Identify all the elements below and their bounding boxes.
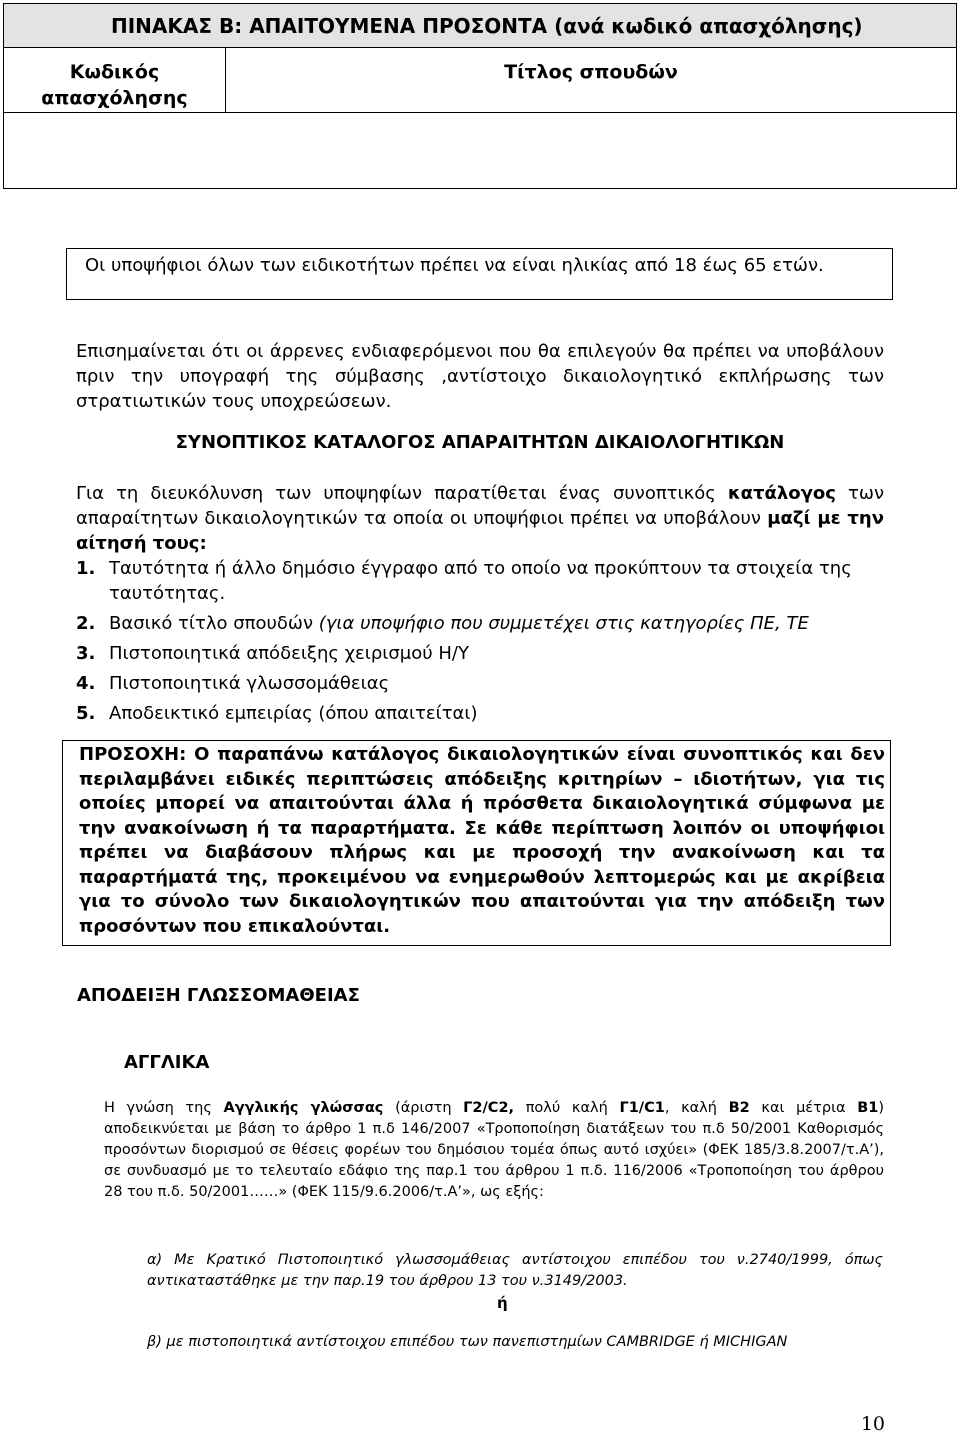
intro-bold-with-application: μαζί με την αίτησή τους:	[76, 508, 884, 554]
list-item-text: Ταυτότητα ή άλλο δημόσιο έγγραφο από το οποίο να προκύπτουν τα στοιχεία της ταυτότητας.	[109, 558, 852, 604]
english-proof-paragraph	[104, 1098, 884, 1203]
column-header-code	[4, 48, 226, 112]
list-item-italic-note: (για υποψήφιο που συμμετέχει στις κατηγορίες ΠΕ, ΤΕ	[318, 613, 809, 634]
documents-list	[76, 556, 886, 731]
list-item	[76, 641, 886, 666]
table-header-row	[4, 48, 956, 113]
list-item-number: 1.	[76, 558, 96, 579]
list-item	[76, 556, 886, 606]
english-bold-c1: Γ1/C1	[619, 1100, 665, 1116]
english-bold-language: Αγγλικής γλώσσας	[223, 1100, 384, 1116]
option-a-state-certificate: α) Με Κρατικό Πιστοποιητικό γλωσσομάθειας αντίστοιχου επιπέδου του ν.2740/1999, όπως αντικαταστάθηκε με την παρ.19 του άρθρου 13 του ν.3149/2003.	[147, 1252, 883, 1289]
documents-intro	[76, 481, 884, 556]
attention-notice-box: ΠΡΟΣΟΧΗ: Ο παραπάνω κατάλογος δικαιολογητικών είναι συνοπτικός και δεν περιλαμβάνει ειδικές περιπτώσεις απόδειξης κριτηρίων – ιδιοτήτων, για τις οποίες μπορεί να απαιτούνται άλλα ή πρόσθετα δικαιολογητικά σύμφωνα με την ανακοίνωση ή τα παραρτήματα. Σε κάθε περίπτωση λοιπόν οι υποψήφιοι πρέπει να διαβάσουν πλήρως και με προσοχή την ανακοίνωση και τα παραρτήματά της, προκειμένου να ενημερωθούν λεπτομερώς και με ακρίβεια για το σύνολο των δικαιολογητικών που απαιτούνται για την απόδειξη των προσόντων που επικαλούνται.	[62, 740, 891, 946]
english-bold-b2: Β2	[728, 1100, 750, 1116]
english-text-e: πολύ καλή	[514, 1100, 620, 1116]
list-item-text: Πιστοποιητικά απόδειξης χειρισμού Η/Υ	[109, 643, 469, 664]
list-item-text: Βασικό τίτλο σπουδών	[109, 613, 319, 634]
page-number: 10	[860, 1413, 885, 1435]
column-header-title: Τίτλος σπουδών	[504, 61, 678, 83]
list-item-number: 4.	[76, 673, 96, 694]
list-item-number: 5.	[76, 703, 96, 724]
option-separator-or: ή	[497, 1294, 508, 1312]
intro-text-1: Για τη διευκόλυνση των υποψηφίων παρατίθεται ένας συνοπτικός	[76, 483, 728, 504]
list-item	[76, 701, 886, 726]
table-title: ΠΙΝΑΚΑΣ Β: ΑΠΑΙΤΟΥΜΕΝΑ ΠΡΟΣΟΝΤΑ (ανά κωδικό απασχόλησης)	[4, 4, 956, 48]
list-item	[76, 611, 886, 636]
list-item-text: Πιστοποιητικά γλωσσομάθειας	[109, 673, 390, 694]
english-text-k: ) αποδεικνύεται με βάση το άρθρο 1 π.δ 146/2007 «Τροποποίηση διατάξεων του π.δ 50/2001 Καθορισμός προσόντων διορισμού σε θέσεις φορέων του δημόσιου τομέα όπως αυτό ισχύει» (ΦΕΚ 185/3.8.2007/τ.Α’), σε συνδυασμό με το τελευταίο εδάφιο της παρ.1 του άρθρου 1 π.δ. 116/2006 «Τροποποίηση του άρθρου 28 του π.δ. 50/2001……» (ΦΕΚ 115/9.6.2006/τ.Α’», ως εξής:	[104, 1100, 885, 1200]
requirements-table	[3, 3, 957, 189]
documents-list-heading: ΣΥΝΟΠΤΙΚΟΣ ΚΑΤΑΛΟΓΟΣ ΑΠΑΡΑΙΤΗΤΩΝ ΔΙΚΑΙΟΛΟΓΗΤΙΚΩΝ	[175, 432, 785, 453]
language-proof-title: ΑΠΟΔΕΙΞΗ ΓΛΩΣΣΟΜΑΘΕΙΑΣ	[77, 985, 360, 1006]
intro-text-2: των απαραίτητων δικαιολογητικών τα οποία οι υποψήφιοι πρέπει να υποβάλουν	[76, 483, 884, 529]
english-subtitle: ΑΓΓΛΙΚΑ	[124, 1052, 210, 1073]
age-requirement-note: Οι υποψήφιοι όλων των ειδικοτήτων πρέπει να είναι ηλικίας από 18 έως 65 ετών.	[66, 248, 893, 300]
column-header-code-line1: Κωδικός	[69, 61, 160, 83]
list-item-number: 3.	[76, 643, 96, 664]
english-bold-b1: Β1	[857, 1100, 879, 1116]
english-text-i: και μέτρια	[749, 1100, 858, 1116]
option-b-university-certificate: β) με πιστοποιητικά αντίστοιχου επιπέδου των πανεπιστημίων CAMBRIDGE ή MICHIGAN	[147, 1334, 788, 1350]
list-item-text: Αποδεικτικό εμπειρίας (όπου απαιτείται)	[109, 703, 478, 724]
english-text-c: (άριστη	[383, 1100, 464, 1116]
column-header-code-line2: απασχόλησης	[41, 87, 188, 109]
military-obligations-note: Επισημαίνεται ότι οι άρρενες ενδιαφερόμενοι που θα επιλεγούν θα πρέπει να υποβάλουν πριν την υπογραφή της σύμβασης ,αντίστοιχο δικαιολογητικό εκπλήρωσης των στρατιωτικών τους υποχρεώσεων.	[76, 341, 884, 412]
list-item-number: 2.	[76, 613, 96, 634]
english-text-a: Η γνώση της	[104, 1100, 224, 1116]
list-item	[76, 671, 886, 696]
english-text-g: , καλή	[664, 1100, 729, 1116]
intro-bold-catalog: κατάλογος	[727, 483, 836, 504]
english-bold-c2: Γ2/C2,	[463, 1100, 515, 1116]
